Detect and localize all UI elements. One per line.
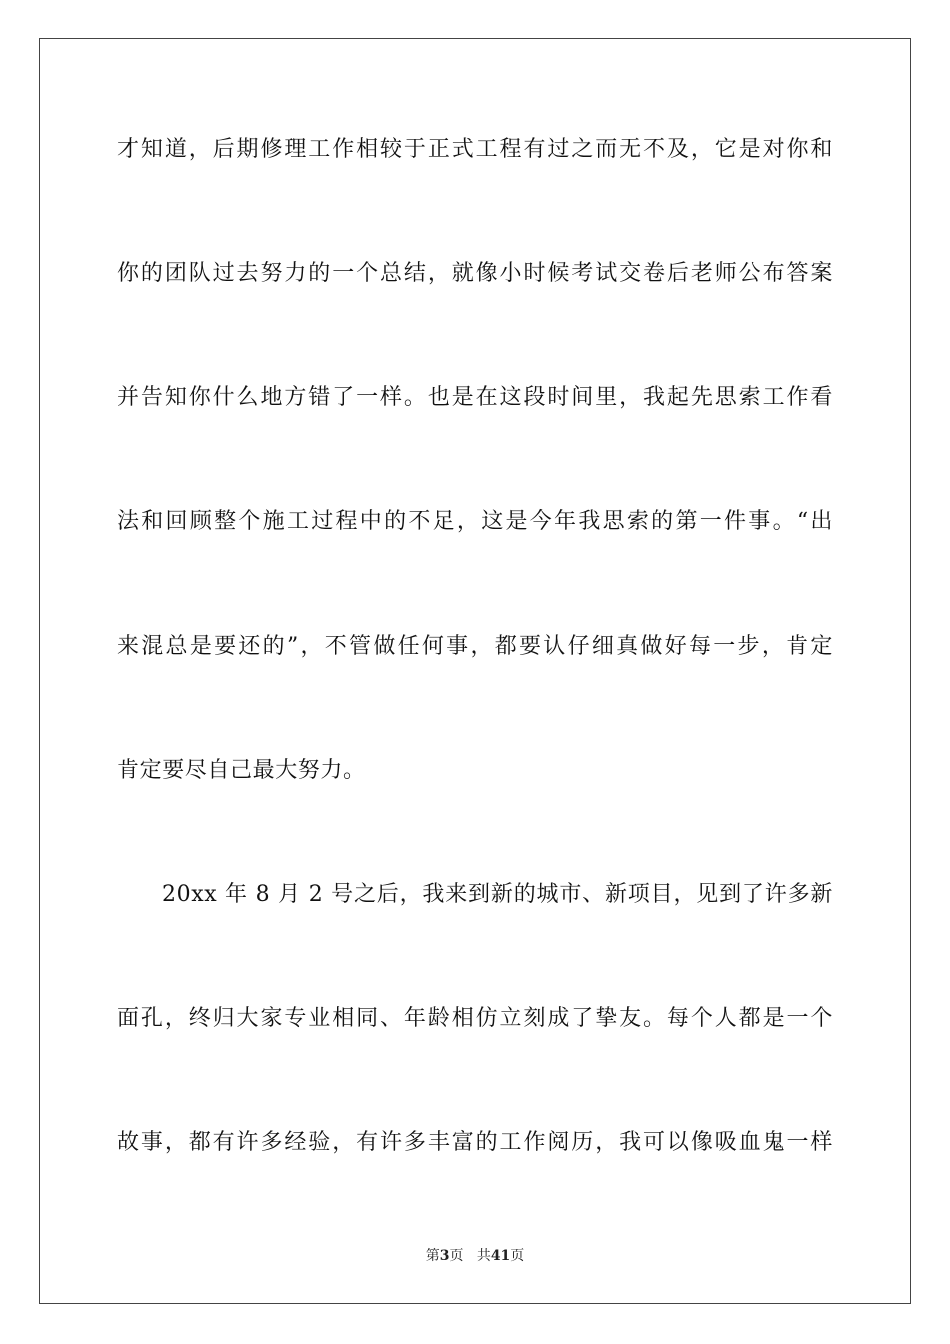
page-footer <box>0 1246 950 1266</box>
footer-page-number: 3 <box>439 1248 450 1264</box>
body-line-4: 法和回顾整个施工过程中的不足，这是今年我思索的第一件事。“出 <box>117 509 833 534</box>
page-border <box>39 38 911 1304</box>
body-line-1: 才知道，后期修理工作相较于正式工程有过之而无不及，它是对你和 <box>117 137 833 162</box>
footer-page-suffix: 页 <box>449 1248 464 1264</box>
body-line-9: 故事，都有许多经验，有许多丰富的工作阅历，我可以像吸血鬼一样 <box>117 1130 833 1155</box>
body-line-5: 来混总是要还的”，不管做任何事，都要认仔细真做好每一步，肯定 <box>117 634 833 659</box>
footer-total-prefix: 共 <box>476 1248 491 1264</box>
body-line-6: 肯定要尽自己最大努力。 <box>117 758 366 783</box>
body-line-3: 并告知你什么地方错了一样。也是在这段时间里，我起先思索工作看 <box>117 385 833 410</box>
footer-total-pages: 41 <box>490 1248 511 1264</box>
body-line-2: 你的团队过去努力的一个总结，就像小时候考试交卷后老师公布答案 <box>117 261 833 286</box>
body-line-8: 面孔，终归大家专业相同、年龄相仿立刻成了挚友。每个人都是一个 <box>117 1006 833 1031</box>
footer-prefix: 第 <box>425 1248 440 1264</box>
footer-total-suffix: 页 <box>510 1248 525 1264</box>
body-line-7: 20xx 年 8 月 2 号之后，我来到新的城市、新项目，见到了许多新 <box>162 882 833 907</box>
